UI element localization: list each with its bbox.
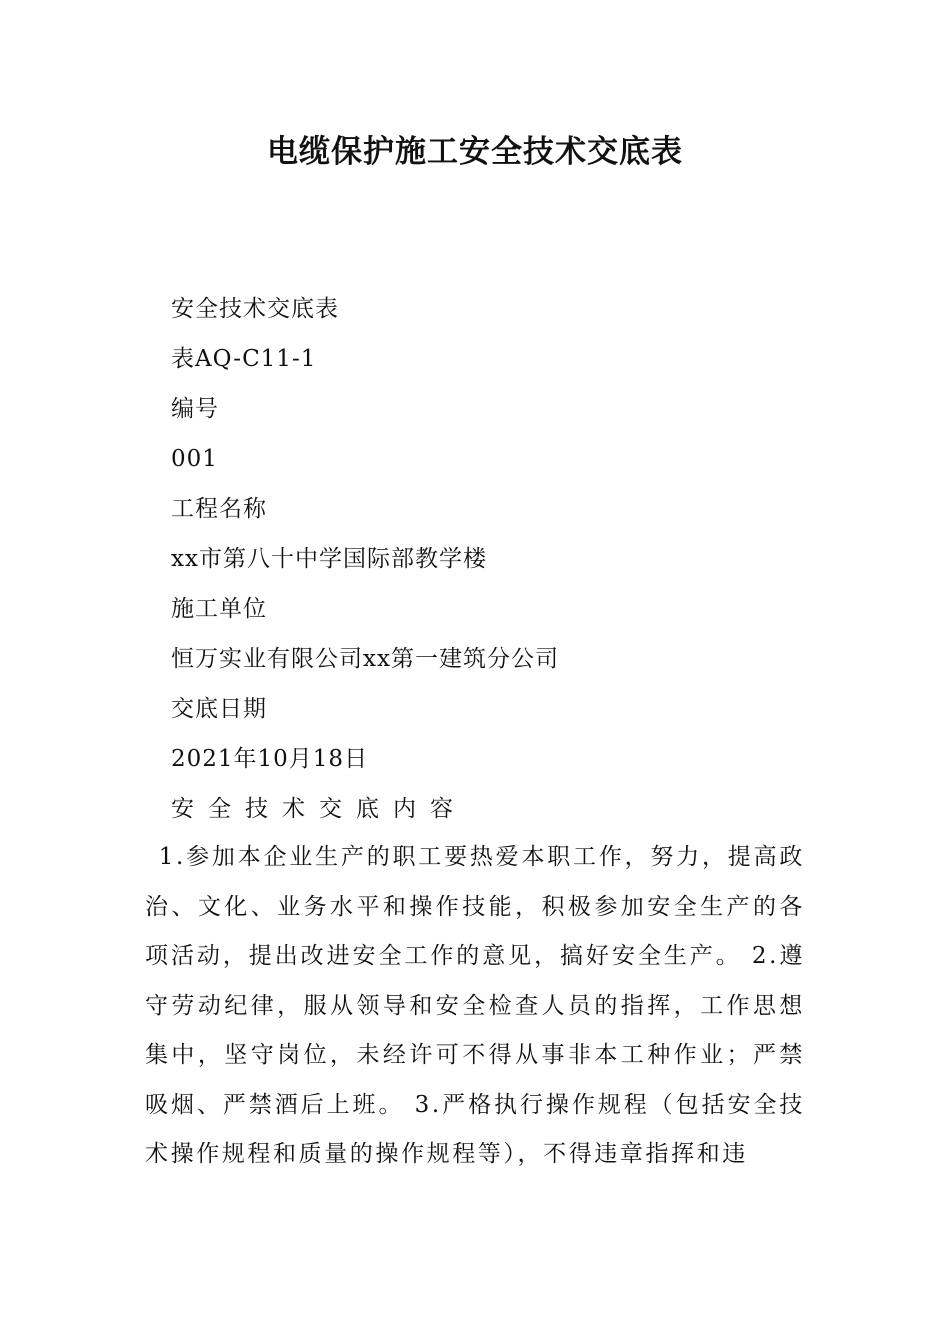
- section-heading: 安全技术交底内容: [171, 796, 467, 822]
- form-name-label: 安全技术交底表: [171, 296, 339, 322]
- form-code: 表AQ-C11-1: [171, 346, 317, 372]
- briefing-date-value: 2021年10月18日: [171, 746, 369, 772]
- form-fields: [171, 284, 811, 834]
- briefing-date-label: 交底日期: [171, 696, 267, 722]
- serial-number-value: 001: [171, 446, 218, 472]
- project-name-value: xx市第八十中学国际部教学楼: [171, 546, 487, 572]
- construction-unit-label: 施工单位: [171, 596, 267, 622]
- document-title: 电缆保护施工安全技术交底表: [267, 134, 683, 170]
- project-name-label: 工程名称: [171, 496, 267, 522]
- briefing-content: 1.参加本企业生产的职工要热爱本职工作，努力，提高政治、文化、业务水平和操作技能，积极参加安全生产的各项活动，提出改进安全工作的意见，搞好安全生产。 2.遵守劳动纪律，服从领导和安全检查人员的指挥，工作思想集中，坚守岗位，未经许可不得从事非本工种作业；严禁吸烟、严禁酒后上班。 3.严格执行操作规程（包括安全技术操作规程和质量的操作规程等），不得违章指挥和违: [145, 844, 805, 1167]
- serial-number-label: 编号: [171, 396, 219, 422]
- construction-unit-value: 恒万实业有限公司xx第一建筑分公司: [171, 646, 559, 672]
